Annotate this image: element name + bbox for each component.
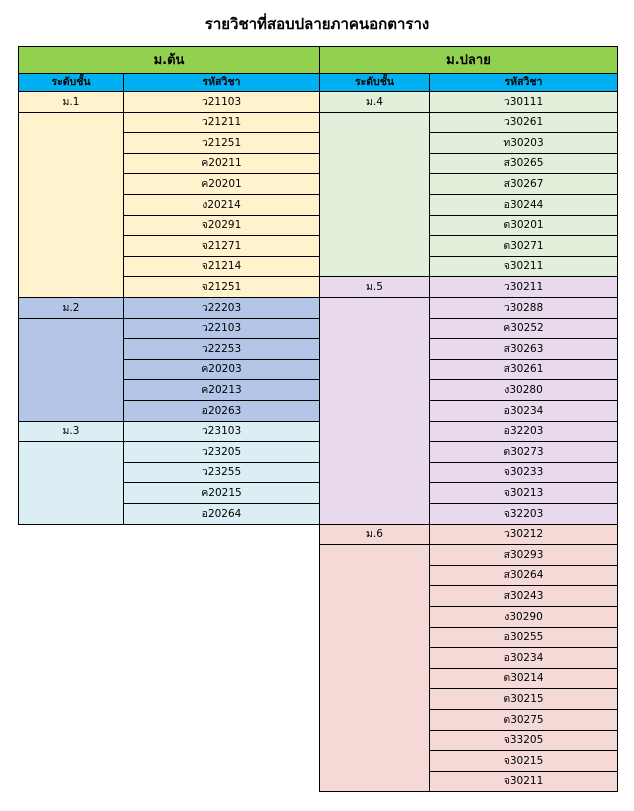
subject-code-cell: ว21211: [123, 112, 320, 134]
subject-code-cell: อ20263: [123, 400, 320, 422]
subject-code-cell: อ20264: [123, 503, 320, 525]
subject-code-cell: จ32203: [429, 503, 618, 525]
subject-code-cell: จ30211: [429, 256, 618, 278]
subject-code-cell: ว21251: [123, 132, 320, 154]
subject-code-cell: ต30214: [429, 668, 618, 690]
section-heading: ม.ปลาย: [319, 46, 618, 74]
subject-code-cell: ส30243: [429, 585, 618, 607]
level-merged-cell: [319, 297, 430, 525]
subject-code-cell: ง20214: [123, 194, 320, 216]
subject-code-cell: ว22253: [123, 338, 320, 360]
subject-code-cell: ค20215: [123, 482, 320, 504]
subject-code-cell: ค20201: [123, 173, 320, 195]
subject-code-cell: จ30215: [429, 750, 618, 772]
level-label: ม.2: [18, 297, 124, 319]
subject-code-cell: ว23103: [123, 421, 320, 443]
subject-code-cell: ส30261: [429, 359, 618, 381]
level-label: ม.1: [18, 91, 124, 113]
subject-code-cell: ต30271: [429, 235, 618, 257]
subject-code-cell: ว23255: [123, 462, 320, 484]
subject-code-cell: ว30211: [429, 276, 618, 298]
subject-code-cell: ส30267: [429, 173, 618, 195]
subject-code-cell: อ30244: [429, 194, 618, 216]
subject-code-cell: ต30215: [429, 688, 618, 710]
subject-code-cell: ง30280: [429, 379, 618, 401]
subject-code-cell: ว30261: [429, 112, 618, 134]
subject-code-cell: ต30201: [429, 215, 618, 237]
page-title: รายวิชาที่สอบปลายภาคนอกตาราง: [204, 15, 430, 33]
level-column-header: ระดับชั้น: [319, 73, 430, 92]
level-label: ม.6: [319, 524, 430, 546]
subject-code-cell: ต30273: [429, 441, 618, 463]
subject-code-cell: อ32203: [429, 421, 618, 443]
code-column-header: รหัสวิชา: [123, 73, 320, 92]
subject-code-cell: จ33205: [429, 730, 618, 752]
subject-code-cell: ว22103: [123, 318, 320, 340]
subject-code-cell: ต30275: [429, 709, 618, 731]
level-label: ม.5: [319, 276, 430, 298]
subject-code-cell: ส30263: [429, 338, 618, 360]
subject-code-cell: จ20291: [123, 215, 320, 237]
subject-code-cell: ค20203: [123, 359, 320, 381]
level-column-header: ระดับชั้น: [18, 73, 124, 92]
subject-code-cell: ค30252: [429, 318, 618, 340]
subject-code-cell: ส30265: [429, 153, 618, 175]
subject-code-cell: ง30290: [429, 606, 618, 628]
subject-code-cell: ค20213: [123, 379, 320, 401]
subject-code-cell: ว30288: [429, 297, 618, 319]
subject-code-cell: จ21214: [123, 256, 320, 278]
level-merged-cell: [18, 441, 124, 524]
subject-code-cell: อ30234: [429, 400, 618, 422]
level-merged-cell: [319, 544, 430, 792]
subject-code-cell: ว22203: [123, 297, 320, 319]
subject-code-cell: ท30203: [429, 132, 618, 154]
subject-code-cell: ว30212: [429, 524, 618, 546]
subject-code-cell: จ30211: [429, 771, 618, 793]
level-merged-cell: [18, 318, 124, 422]
section-heading: ม.ต้น: [18, 46, 320, 74]
level-label: ม.3: [18, 421, 124, 443]
subject-code-cell: ว23205: [123, 441, 320, 463]
subject-code-cell: ว30111: [429, 91, 618, 113]
level-label: ม.4: [319, 91, 430, 113]
subject-code-cell: จ21251: [123, 276, 320, 298]
level-merged-cell: [18, 112, 124, 298]
code-column-header: รหัสวิชา: [429, 73, 618, 92]
subject-code-cell: อ30255: [429, 627, 618, 649]
subject-code-cell: ส30264: [429, 565, 618, 587]
subject-code-cell: จ21271: [123, 235, 320, 257]
subject-code-cell: อ30234: [429, 647, 618, 669]
subject-code-cell: ค20211: [123, 153, 320, 175]
subject-code-cell: จ30233: [429, 462, 618, 484]
subject-code-cell: ส30293: [429, 544, 618, 566]
level-merged-cell: [319, 112, 430, 278]
subject-code-cell: จ30213: [429, 482, 618, 504]
subject-code-cell: ว21103: [123, 91, 320, 113]
